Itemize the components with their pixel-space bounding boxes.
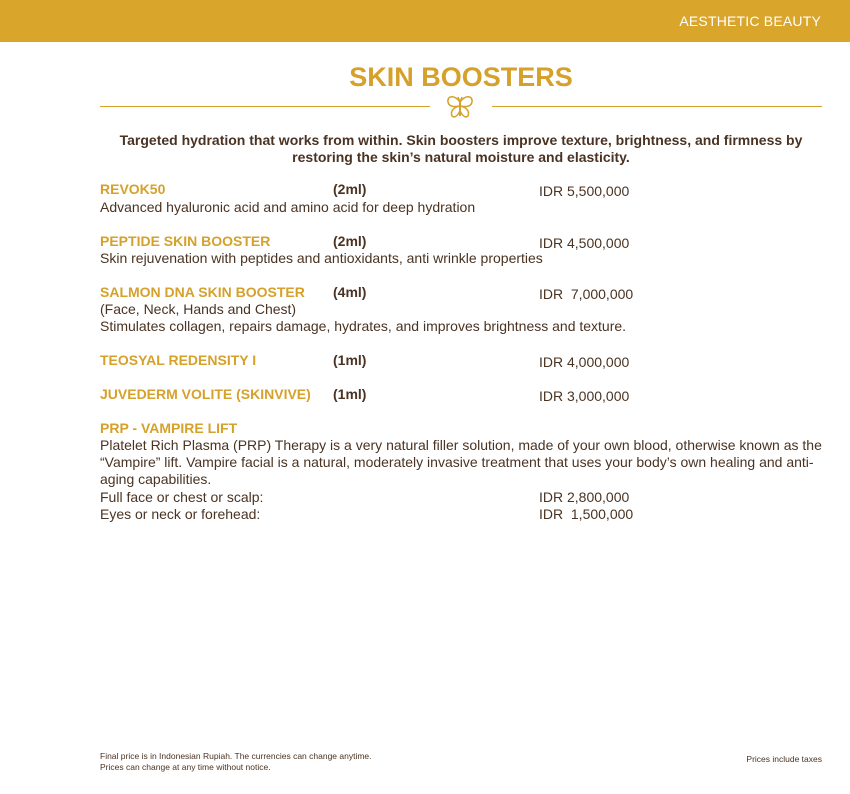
item-price: IDR 5,500,000	[539, 183, 630, 199]
prp-option-label: Eyes or neck or forehead:	[100, 506, 261, 522]
item-desc: Stimulates collagen, repairs damage, hydrates, and improves brightness and texture.	[100, 318, 627, 334]
page-title: SKIN BOOSTERS	[349, 62, 573, 92]
footer-note: Final price is in Indonesian Rupiah. The currencies can change anytime.	[100, 751, 372, 761]
item-price: IDR 3,000,000	[539, 388, 630, 404]
intro-text: Targeted hydration that works from within. Skin boosters improve texture, brightness, and firmness by restoring the skin’s natural moisture and elasticity.	[119, 132, 803, 165]
item-name: TEOSYAL REDENSITY I	[100, 352, 257, 368]
item-size: (1ml)	[333, 352, 367, 368]
prp-desc: Platelet Rich Plasma (PRP) Therapy is a very natural filler solution, made of your own blood, otherwise known as the “Vampire” lift. Vampire facial is a natural, moderately invasive treatment that uses your body’s own healing and anti-aging capabilities.	[100, 437, 822, 487]
item-price: IDR 4,000,000	[539, 354, 630, 370]
footer-taxes: Prices include taxes	[746, 754, 822, 764]
item-sub: (Face, Neck, Hands and Chest)	[100, 301, 297, 317]
item-name: PEPTIDE SKIN BOOSTER	[100, 233, 271, 249]
item-size: (4ml)	[333, 284, 367, 300]
item-desc: Skin rejuvenation with peptides and antioxidants, anti wrinkle properties	[100, 250, 543, 266]
item-size: (2ml)	[333, 181, 367, 197]
butterfly-icon	[446, 94, 474, 120]
item-desc: Advanced hyaluronic acid and amino acid for deep hydration	[100, 199, 476, 215]
divider-left	[100, 106, 430, 107]
header-bar	[0, 0, 850, 42]
item-size: (1ml)	[333, 386, 367, 402]
item-price: IDR 4,500,000	[539, 235, 630, 251]
item-price: IDR 7,000,000	[539, 286, 634, 302]
prp-option-price: IDR 1,500,000	[539, 506, 634, 522]
footer-note: Prices can change at any time without notice.	[100, 762, 271, 772]
item-name: JUVEDERM VOLITE (SKINVIVE)	[100, 386, 311, 402]
item-name: REVOK50	[100, 181, 166, 197]
divider-right	[492, 106, 822, 107]
item-name: SALMON DNA SKIN BOOSTER	[100, 284, 305, 300]
item-size: (2ml)	[333, 233, 367, 249]
prp-option-price: IDR 2,800,000	[539, 489, 630, 505]
section-label: AESTHETIC BEAUTY	[679, 13, 821, 29]
prp-name: PRP - VAMPIRE LIFT	[100, 420, 238, 436]
prp-option-label: Full face or chest or scalp:	[100, 489, 264, 505]
